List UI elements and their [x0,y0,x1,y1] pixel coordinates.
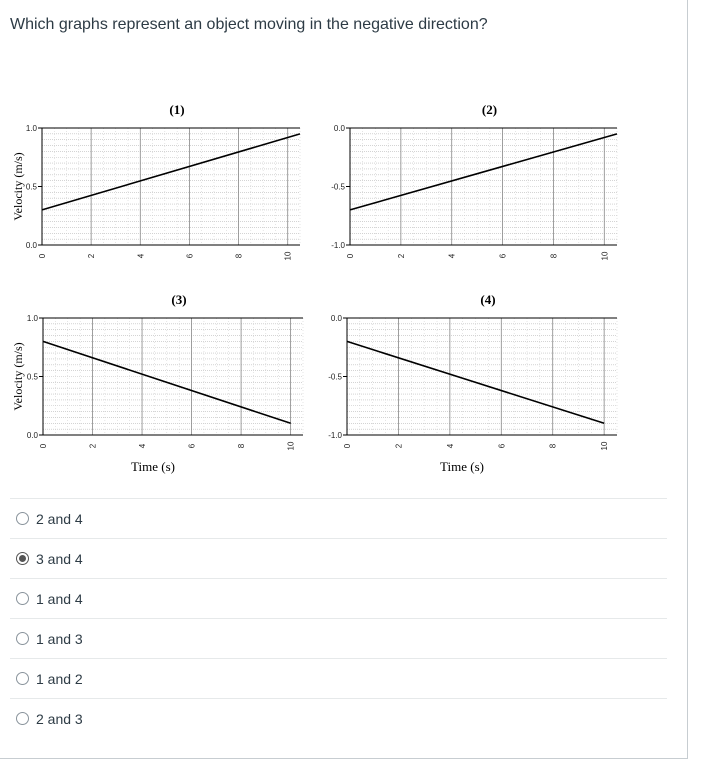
x-tick-label: 2 [394,443,404,449]
answer-label: 3 and 4 [36,550,83,567]
x-tick-label: 6 [498,253,508,259]
x-tick-label: 2 [396,253,406,259]
graph-title: (2) [481,102,498,117]
radio-button[interactable] [16,712,29,725]
y-tick-label: 1.0 [25,124,37,133]
answer-option-0[interactable] [10,498,667,538]
y-tick-label: 0.0 [25,241,37,250]
answer-option-2[interactable] [10,578,667,618]
y-tick-label: 0.5 [26,372,38,382]
y-tick-label: 0.0 [333,124,345,133]
y-tick-label: 0.0 [26,431,38,440]
y-tick-label: -0.5 [328,372,342,382]
x-axis-label: Time (s) [440,459,484,474]
radio-button[interactable] [16,552,29,565]
graph-title: (1) [169,102,185,117]
y-axis-label: Velocity (m/s) [11,152,25,221]
x-tick-label: 6 [187,443,197,449]
radio-button[interactable] [16,592,29,605]
x-tick-label: 6 [185,253,195,259]
answer-label: 1 and 3 [36,630,83,647]
x-tick-label: 0 [343,443,352,449]
x-tick-label: 10 [286,441,296,451]
x-tick-label: 4 [447,253,457,259]
y-tick-label: -1.0 [331,241,345,250]
answer-label: 1 and 2 [36,670,83,687]
radio-button[interactable] [16,672,29,685]
y-axis-label: Velocity (m/s) [11,342,25,411]
x-tick-label: 8 [549,253,559,259]
graph-4 [328,292,617,474]
y-tick-label: 0.0 [330,314,342,323]
graph-2 [331,102,617,260]
answer-label: 2 and 3 [36,710,83,727]
graph-title: (3) [171,292,187,307]
x-tick-label: 4 [138,443,148,449]
graphs-svg [10,90,630,490]
x-tick-label: 10 [283,251,293,261]
answer-label: 1 and 4 [36,590,83,607]
y-tick-label: 0.5 [25,182,37,192]
graph-title: (4) [480,292,496,307]
x-axis-label: Time (s) [131,459,175,474]
question-text: Which graphs represent an object moving in the negative direction? [10,16,488,33]
x-tick-label: 8 [237,443,247,449]
x-tick-label: 10 [600,251,610,261]
x-tick-label: 4 [445,443,455,449]
graph-3 [11,292,303,474]
radio-button[interactable] [16,512,29,525]
y-tick-label: -1.0 [328,431,342,440]
graphs-figure [10,90,630,495]
radio-button[interactable] [16,632,29,645]
graph-1 [11,102,300,260]
x-tick-label: 2 [88,443,98,449]
answer-option-5[interactable] [10,698,667,738]
y-tick-label: 1.0 [26,314,38,323]
x-tick-label: 0 [39,443,48,449]
x-tick-label: 6 [497,443,507,449]
x-tick-label: 8 [234,253,244,259]
y-tick-label: -0.5 [331,182,345,192]
answer-option-4[interactable] [10,658,667,698]
answer-label: 2 and 4 [36,510,83,527]
x-tick-label: 4 [136,253,146,259]
answer-option-3[interactable] [10,618,667,658]
x-tick-label: 0 [346,253,355,259]
answer-option-1[interactable] [10,538,667,578]
x-tick-label: 0 [38,253,47,259]
x-tick-label: 10 [600,441,610,451]
answer-list [10,498,667,738]
x-tick-label: 8 [548,443,558,449]
x-tick-label: 2 [87,253,97,259]
